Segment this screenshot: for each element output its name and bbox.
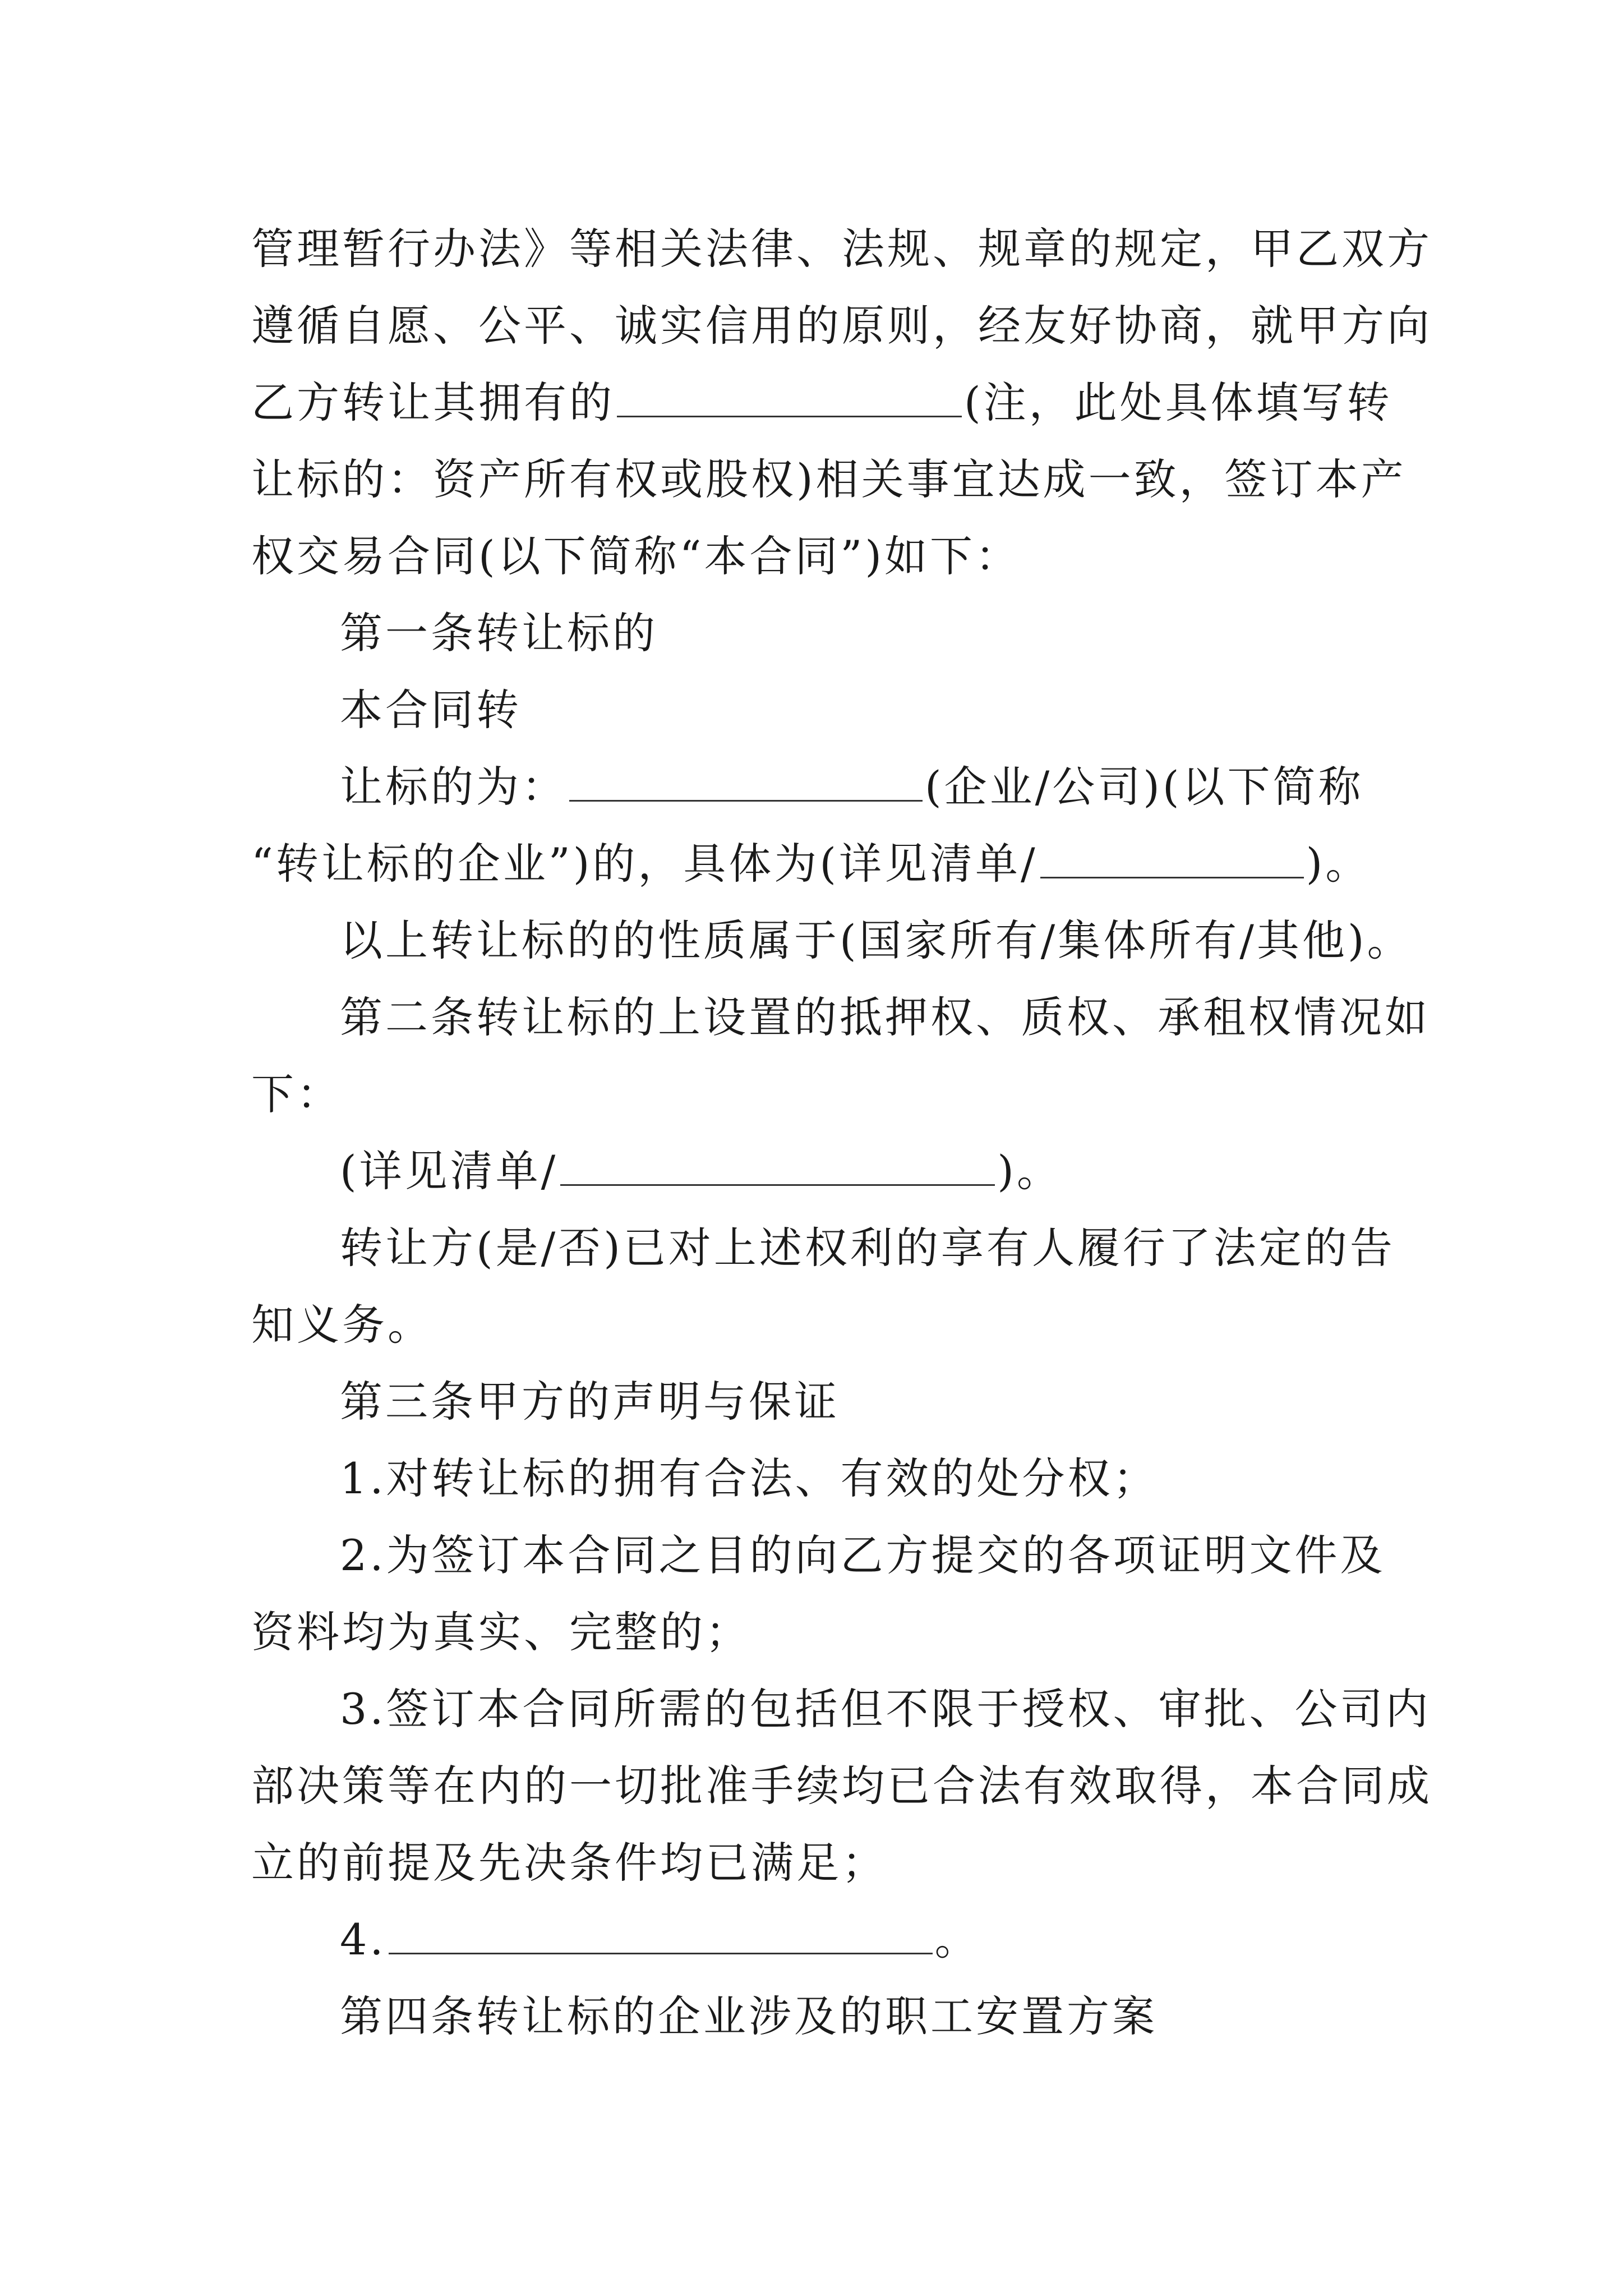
text-segment: 第二条转让标的上设置的抵押权、质权、承租权情况如 [340, 992, 1430, 1042]
list-item [251, 1671, 1431, 1747]
text-segment: 第三条甲方的声明与保证 [340, 1377, 840, 1427]
article-heading [251, 979, 1430, 1056]
text-segment: 2.为签订本合同之目的向乙方提交的各项证明文件及 [340, 1530, 1386, 1580]
text-segment: 1.对转让标的拥有合法、有效的处分权； [340, 1453, 1159, 1503]
paragraph-line [251, 287, 1432, 364]
text-segment: 遵循自愿、公平、诚实信用的原则，经友好协商，就甲方向 [251, 301, 1432, 351]
paragraph-line [251, 748, 1390, 825]
fill-in-blank[interactable] [389, 1913, 933, 1954]
text-segment: 。 [934, 1915, 980, 1964]
paragraph-line [251, 518, 1390, 595]
paragraph-line [251, 441, 1407, 518]
text-segment: 以上转让标的的性质属于(国家所有/集体所有/其他)。 [340, 915, 1413, 965]
fill-in-blank[interactable] [560, 1145, 995, 1186]
text-segment: 4. [340, 1915, 386, 1964]
paragraph-line [251, 210, 1432, 287]
text-segment: )。 [1306, 839, 1371, 889]
article-heading [251, 1978, 1390, 2055]
paragraph-line [251, 1286, 1390, 1363]
paragraph-line [251, 671, 1390, 748]
paragraph-line [251, 825, 1390, 902]
text-segment: 让标的：资产所有权或股权)相关事宜达成一致，签订本产 [251, 454, 1407, 504]
paragraph-line [251, 1056, 1390, 1133]
text-segment: 权交易合同(以下简称“本合同”)如下： [251, 531, 1021, 581]
fill-in-blank[interactable] [617, 376, 962, 417]
paragraph-line [251, 1133, 1390, 1209]
text-segment: 管理暂行办法》等相关法律、法规、规章的规定，甲乙双方 [251, 224, 1432, 274]
text-segment: 第四条转让标的企业涉及的职工安置方案 [340, 1991, 1158, 2041]
text-segment: 3.签订本合同所需的包括但不限于授权、审批、公司内 [340, 1684, 1431, 1734]
fill-in-blank[interactable] [1040, 838, 1304, 878]
text-segment: 资料均为真实、完整的； [251, 1607, 751, 1657]
paragraph-line [251, 364, 1393, 441]
text-segment: 让标的为： [340, 762, 567, 812]
list-item [251, 1901, 1390, 1978]
text-segment: 部决策等在内的一切批准手续均已合法有效取得，本合同成 [251, 1761, 1432, 1811]
text-segment: (详见清单/ [340, 1146, 559, 1196]
article-heading [251, 1363, 1390, 1440]
text-segment: )。 [997, 1146, 1062, 1196]
paragraph-line [251, 902, 1413, 979]
list-item [251, 1440, 1390, 1517]
paragraph-line [251, 1824, 1390, 1901]
text-segment: 下： [251, 1069, 342, 1119]
paragraph-line [251, 1594, 1390, 1671]
paragraph-line [251, 1209, 1395, 1286]
text-segment: 知义务。 [251, 1300, 433, 1350]
text-segment: “转让标的企业”)的，具体为(详见清单/ [251, 839, 1038, 889]
text-segment: 本合同转 [340, 685, 522, 735]
text-segment: (企业/公司)(以下简称 [925, 762, 1364, 812]
paragraph-line [251, 1747, 1432, 1824]
text-segment: (注，此处具体填写转 [964, 378, 1393, 427]
text-segment: 转让方(是/否)已对上述权利的享有人履行了法定的告 [340, 1223, 1395, 1273]
text-segment: 乙方转让其拥有的 [251, 378, 615, 427]
contract-body [251, 210, 1432, 2055]
fill-in-blank[interactable] [569, 761, 923, 802]
list-item [251, 1517, 1390, 1594]
text-segment: 立的前提及先决条件均已满足； [251, 1838, 887, 1888]
article-heading [251, 595, 1390, 671]
text-segment: 第一条转让标的 [340, 608, 658, 658]
